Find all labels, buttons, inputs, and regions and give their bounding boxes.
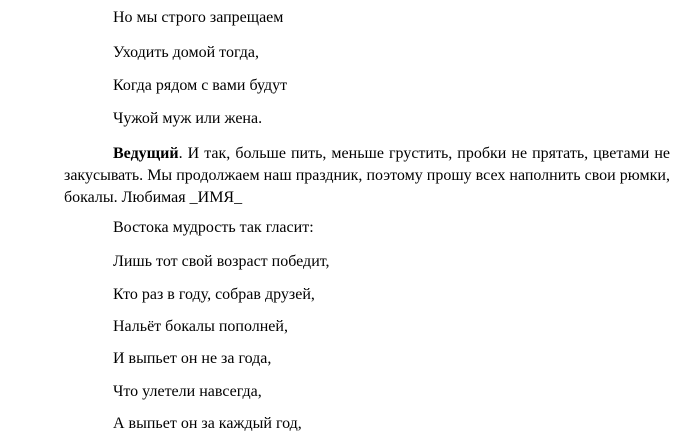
verse-line: И выпьет он не за года,: [113, 350, 272, 367]
speaker-label: Ведущий: [113, 145, 179, 162]
verse-line: Уходить домой тогда,: [113, 44, 259, 61]
verse-line: Кто раз в году, собрав друзей,: [113, 286, 315, 303]
verse-line: А выпьет он за каждый год,: [113, 415, 302, 432]
verse-line: Но мы строго запрещаем: [113, 9, 284, 26]
host-paragraph: [64, 143, 670, 209]
verse-line: Востока мудрость так гласит:: [113, 219, 314, 236]
verse-line: Чужой муж или жена.: [113, 110, 263, 127]
verse-line: Лишь тот свой возраст победит,: [113, 253, 330, 270]
verse-line: Нальёт бокалы пополней,: [113, 318, 288, 335]
verse-line: Когда рядом с вами будут: [113, 77, 288, 94]
verse-line: Что улетели навсегда,: [113, 383, 262, 400]
paragraph-text: . И так, больше пить, меньше грустить, пробки не прятать, цветами не закусывать. Мы продолжаем наш праздник, поэтому прошу всех наполнить свои рюмки, бокалы. Любимая _ИМЯ_: [64, 145, 670, 206]
